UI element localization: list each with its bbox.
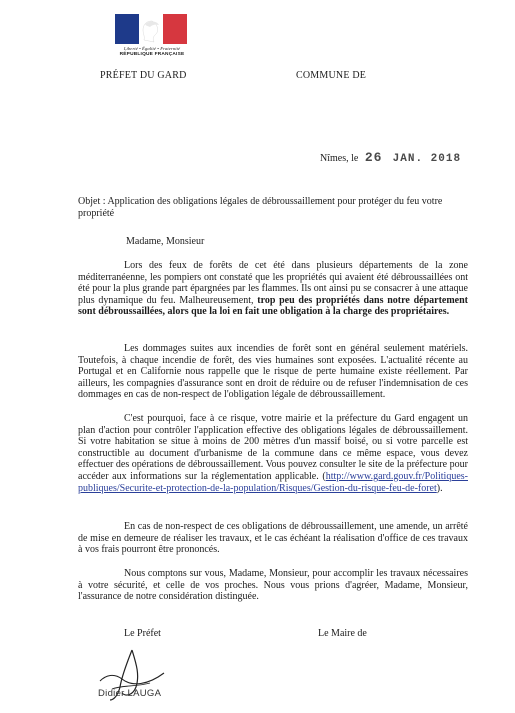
paragraph-3 <box>78 413 468 494</box>
republic-motto: Liberté • Égalité • Fraternité <box>123 46 181 51</box>
date-day: 26 <box>364 150 383 165</box>
letter-object: Objet : Application des obligations légales de débroussaillement pour protéger du feu votre propriété <box>78 196 443 219</box>
marianne-icon <box>132 18 168 44</box>
link-close-paren: ). <box>436 482 443 494</box>
paragraph-2 <box>78 343 468 401</box>
date-line <box>320 150 461 165</box>
commune-header: COMMUNE DE <box>296 70 367 81</box>
link-open-paren: ( <box>322 470 326 482</box>
republic-name: RÉPUBLIQUE FRANÇAISE <box>119 52 185 57</box>
signatory-name: Didier LAUGA <box>98 688 162 699</box>
paragraph-1 <box>78 260 468 318</box>
maire-signature-title: Le Maire de <box>318 628 367 639</box>
prefet-signature-title: Le Préfet <box>124 628 161 639</box>
paragraph-4 <box>78 521 468 556</box>
prefecture-website-link[interactable]: http://www.gard.gouv.fr/Politiques-publiques/Securite-et-protection-de-la-population/Risques/Gestion-du-risque-feu-de-foret <box>78 470 468 494</box>
paragraph-1-text: Lors des feux de forêts de cet été dans plusieurs départements de la zone méditerranéenne, les pompiers ont constaté que les propriétés qui avaient été débroussaillées ont été pour la plus grande part épargnées par les flammes. Ils ont ainsi pu se consacrer à une attaque plus dynamique du feu. Malheureusement, <box>78 260 468 306</box>
prefet-header: PRÉFET DU GARD <box>100 70 187 81</box>
paragraph-1-emphasis: trop peu des propriétés dans notre département sont débroussaillées, alors que la loi en fait une obligation à la charge des propriétaires. <box>78 294 469 318</box>
date-month-year: JAN. 2018 <box>392 153 462 165</box>
paragraph-2-text: Les dommages suites aux incendies de forêt sont en général seulement matériels. Toutefois, à chaque incendie de forêt, des vies humaines sont exposées. L'actualité récente au Portugal et en Californie nous rappelle que le risque de perte humaine existe réellement. Par ailleurs, les compagnies d'assurance sont en droit de réduire ou de refuser l'indemnisation de ces dommages en cas de non-respect de l'obligation légale de débroussaillement. <box>78 343 468 401</box>
salutation: Madame, Monsieur <box>126 236 205 247</box>
republique-francaise-logo <box>114 14 190 57</box>
date-stamp <box>361 151 461 165</box>
paragraph-5-text: Nous comptons sur vous, Madame, Monsieur, pour accomplir les travaux nécessaires à votre sécurité, et celle de vos proches. Nous vous prions d'agréer, Madame, Monsieur, l'assurance de notre considération distinguée. <box>78 568 468 603</box>
paragraph-4-text: En cas de non-respect de ces obligations de débroussaillement, une amende, un arrêté de mise en demeure de réaliser les travaux, et le cas échéant la réalisation d'office de ces travaux à vos frais pourront être prononcés. <box>78 521 468 556</box>
date-place: Nîmes, le <box>320 153 359 164</box>
paragraph-3-text: C'est pourquoi, face à ce risque, votre mairie et la préfecture du Gard engagent un plan d'action pour contrôler l'application effective des obligations légales de débroussaillement. Si votre habitation se situe à moins de 200 mètres d'un massif boisé, ou si votre parcelle est constructible au document d'urbanisme de la commune dans ce même espace, vous devez effectuer des opérations de débroussaillement. Vous pouvez consulter le site de la préfecture pour accéder aux informations sur la réglementation applicable. <box>78 413 468 482</box>
paragraph-5 <box>78 568 468 603</box>
